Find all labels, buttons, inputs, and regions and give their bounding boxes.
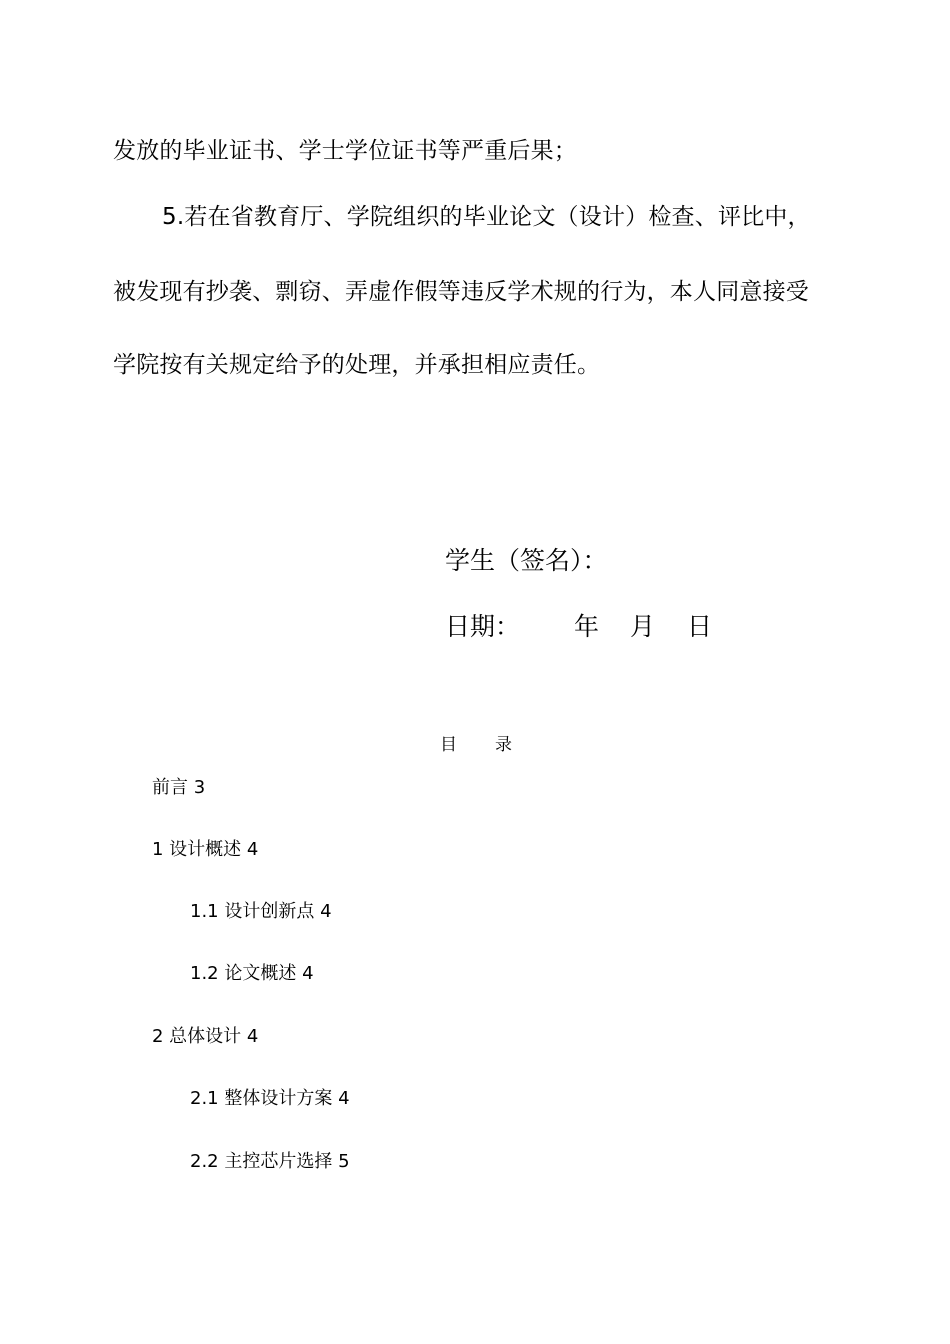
toc-item: 1.1 设计创新点 4 xyxy=(190,901,332,922)
toc-item: 前言 3 xyxy=(152,777,206,798)
declaration-line-4: 学院按有关规定给予的处理，并承担相应责任。 xyxy=(113,352,601,378)
date-day: 日 xyxy=(687,612,713,641)
date-label: 日期： xyxy=(445,612,521,641)
student-signature-label: 学生（签名）： xyxy=(445,546,608,575)
toc-item: 2.2 主控芯片选择 5 xyxy=(190,1151,350,1172)
date-year: 年 xyxy=(574,612,600,641)
date-month: 月 xyxy=(630,612,656,641)
toc-title-left: 目 xyxy=(440,735,457,755)
toc-item: 2 总体设计 4 xyxy=(152,1026,259,1047)
toc-item: 1.2 论文概述 4 xyxy=(190,963,314,984)
toc-item: 2.1 整体设计方案 4 xyxy=(190,1088,350,1109)
declaration-line-2: 5.若在省教育厅、学院组织的毕业论文（设计）检查、评比中， xyxy=(162,204,811,230)
toc-title-right: 录 xyxy=(495,735,512,755)
toc-item: 1 设计概述 4 xyxy=(152,839,259,860)
declaration-line-1: 发放的毕业证书、学士学位证书等严重后果； xyxy=(113,138,577,164)
declaration-line-3: 被发现有抄袭、剽窃、弄虚作假等违反学术规的行为，本人同意接受 xyxy=(113,279,809,305)
toc-title xyxy=(440,733,512,757)
